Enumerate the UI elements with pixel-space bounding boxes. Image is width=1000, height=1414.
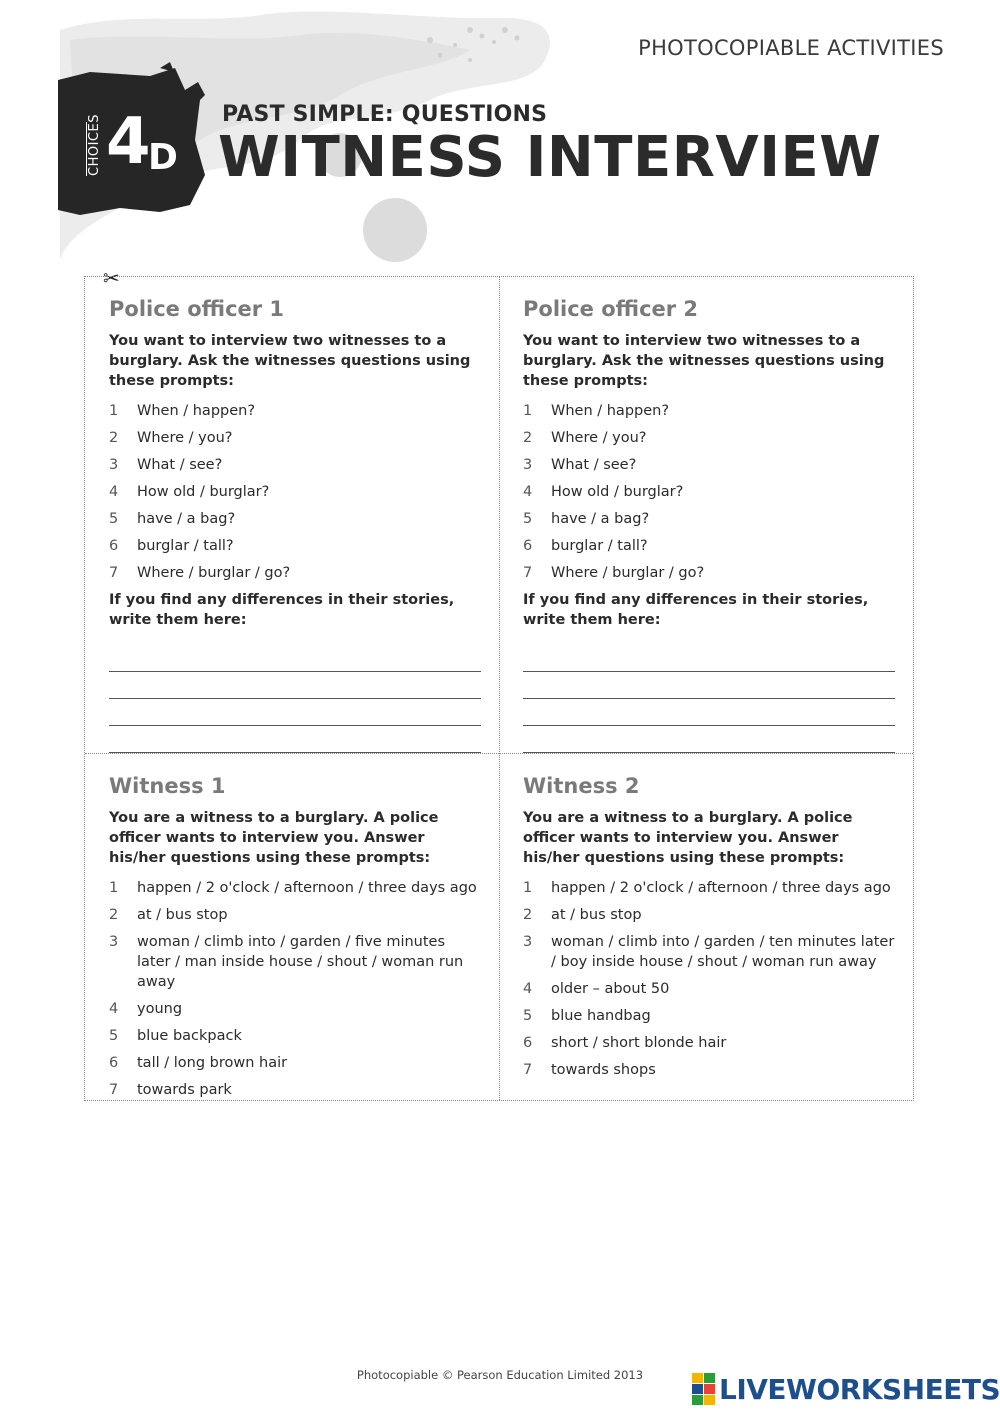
list-item: 2 Where / you?	[523, 430, 647, 446]
card-title: Witness 1	[109, 774, 226, 798]
list-item: 5 have / a bag?	[109, 511, 236, 527]
list-item: 4 How old / burglar?	[523, 484, 684, 500]
prompt-list	[523, 401, 895, 583]
page-subtitle: PAST SIMPLE: QUESTIONS	[222, 102, 548, 127]
list-item: 3 woman / climb into / garden / five minutes later / man inside house / shout / woman run away	[109, 934, 464, 990]
list-item: 7 Where / burglar / go?	[109, 565, 291, 581]
list-item: 4 young	[109, 1001, 183, 1017]
list-item: 2 at / bus stop	[523, 907, 642, 923]
list-item: 1 happen / 2 o'clock / afternoon / three days ago	[109, 880, 477, 896]
writing-line[interactable]	[523, 700, 895, 726]
card-instructions: You are a witness to a burglary. A police officer wants to interview you. Answer his/her questions using these prompts:	[109, 810, 439, 866]
list-item: 1 When / happen?	[523, 403, 670, 419]
list-item: 2 at / bus stop	[109, 907, 228, 923]
list-item: 1 When / happen?	[109, 403, 256, 419]
list-item: 3 woman / climb into / garden / ten minutes later / boy inside house / shout / woman run away	[523, 934, 895, 970]
writing-line[interactable]	[523, 727, 895, 753]
list-item: 7 Where / burglar / go?	[523, 565, 705, 581]
list-item: 5 have / a bag?	[523, 511, 650, 527]
writing-line[interactable]	[109, 700, 481, 726]
list-item: 5 blue handbag	[523, 1008, 651, 1024]
list-item: 6 short / short blonde hair	[523, 1035, 727, 1051]
writing-area[interactable]	[109, 646, 481, 753]
list-item: 1 happen / 2 o'clock / afternoon / three days ago	[523, 880, 891, 896]
writing-area[interactable]	[523, 646, 895, 753]
card-differences-prompt: If you find any differences in their stories, write them here:	[109, 592, 455, 628]
card-differences-prompt: If you find any differences in their stories, write them here:	[523, 592, 869, 628]
writing-line[interactable]	[523, 646, 895, 672]
list-item: 5 blue backpack	[109, 1028, 242, 1044]
badge-number: 4	[106, 105, 151, 179]
card-title: Witness 2	[523, 774, 640, 798]
footer-copyright: Photocopiable © Pearson Education Limited 2013	[356, 1368, 644, 1382]
list-item: 4 How old / burglar?	[109, 484, 270, 500]
card-title: Police officer 2	[523, 297, 699, 321]
prompt-list	[523, 878, 895, 1080]
page-title: WITNESS INTERVIEW	[218, 125, 882, 190]
card-instructions: You want to interview two witnesses to a burglary. Ask the witnesses questions using these prompts:	[109, 333, 471, 389]
writing-line[interactable]	[109, 673, 481, 699]
badge-letter: D	[148, 137, 178, 178]
card-police-officer-1	[109, 297, 481, 754]
card-witness-1	[109, 774, 481, 1107]
list-item: 6 burglar / tall?	[109, 538, 234, 554]
page-category: PHOTOCOPIABLE ACTIVITIES	[638, 36, 944, 60]
list-item: 3 What / see?	[109, 457, 223, 473]
cut-line-vertical	[499, 277, 500, 1100]
list-item: 2 Where / you?	[109, 430, 233, 446]
list-item: 6 tall / long brown hair	[109, 1055, 288, 1071]
scissors-icon: ✂	[103, 266, 120, 290]
writing-line[interactable]	[109, 646, 481, 672]
list-item: 3 What / see?	[523, 457, 637, 473]
writing-line[interactable]	[523, 673, 895, 699]
prompt-list	[109, 878, 481, 1100]
badge-series: CHOICES	[86, 122, 109, 176]
liveworksheets-logo[interactable]	[692, 1372, 1000, 1406]
list-item: 6 burglar / tall?	[523, 538, 648, 554]
list-item: 7 towards park	[109, 1082, 232, 1098]
card-instructions: You want to interview two witnesses to a burglary. Ask the witnesses questions using these prompts:	[523, 333, 885, 389]
liveworksheets-cubes-icon	[692, 1373, 715, 1405]
card-grid	[84, 276, 914, 1101]
card-police-officer-2	[523, 297, 895, 754]
prompt-list	[109, 401, 481, 583]
list-item: 4 older – about 50	[523, 981, 670, 997]
card-title: Police officer 1	[109, 297, 285, 321]
writing-line[interactable]	[109, 727, 481, 753]
card-instructions: You are a witness to a burglary. A police officer wants to interview you. Answer his/her questions using these prompts:	[523, 810, 853, 866]
liveworksheets-wordmark: LIVEWORKSHEETS	[719, 1372, 1000, 1406]
card-witness-2	[523, 774, 895, 1087]
list-item: 7 towards shops	[523, 1062, 656, 1078]
